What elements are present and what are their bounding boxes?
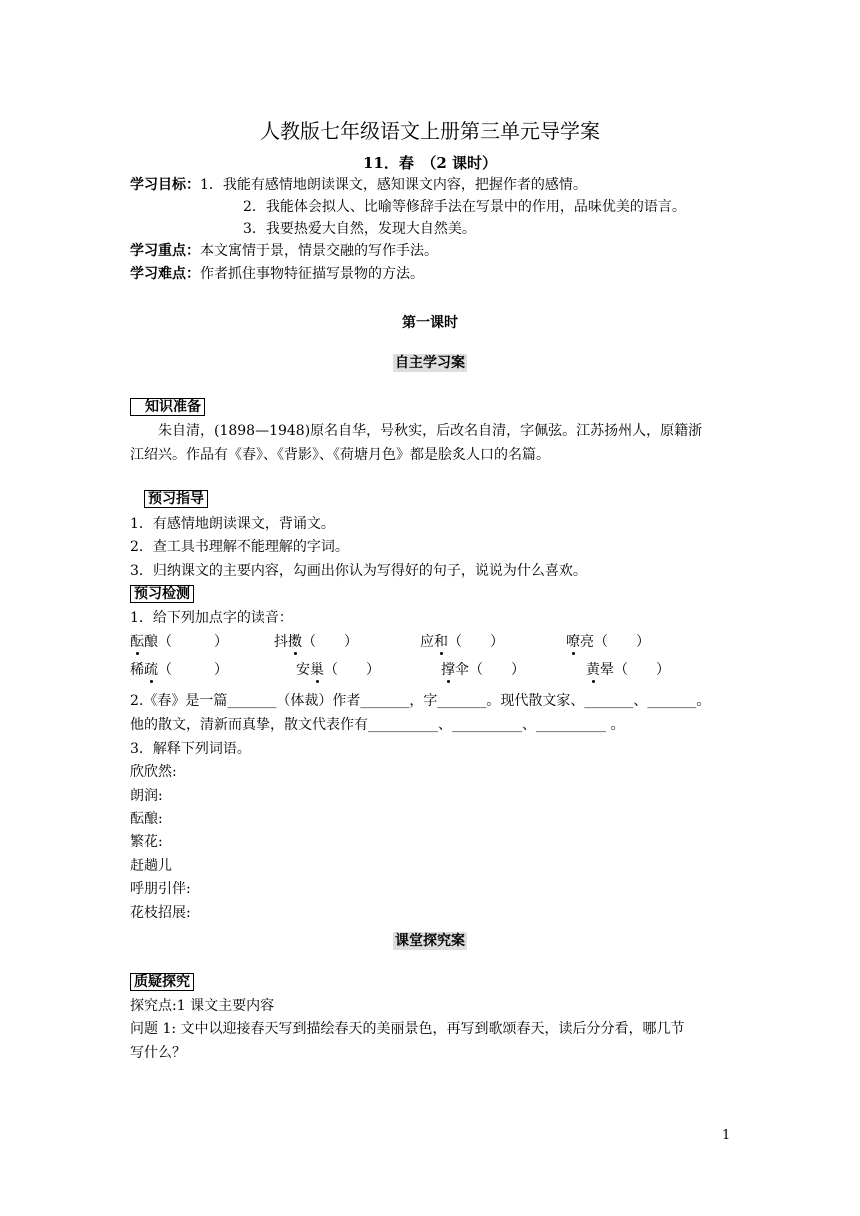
answer-blank: （ ）	[158, 662, 228, 678]
inquiry-question-line-1: 问题 1: 文中以迎接春天写到描绘春天的美丽景色，再写到歌颂春天，读后分分看，哪几节	[130, 1021, 685, 1037]
objective-2: 2．我能体会拟人、比喻等修辞手法在写景中的作用，品味优美的语言。	[243, 199, 686, 215]
inquiry-question-line-2: 写什么？	[130, 1045, 186, 1061]
preview-guide-label: 预习指导	[144, 490, 208, 508]
answer-blank: （ ）	[302, 634, 358, 650]
classroom-heading	[0, 930, 860, 950]
dotted-char: 擞	[288, 634, 302, 650]
objective-1: 1．我能有感情地朗读课文，感知课文内容，把握作者的感情。	[200, 177, 587, 193]
char-pre: 应	[420, 634, 434, 650]
answer-blank: （ ）	[448, 634, 504, 650]
term-item: 朗润:	[130, 788, 163, 804]
objective-3: 3．我要热爱大自然，发现大自然美。	[243, 221, 476, 237]
char-mid: 酿	[144, 634, 158, 650]
pinyin-item	[296, 660, 380, 680]
guide-item-3: 3．归纳课文的主要内容，勾画出你认为写得好的句子，说说为什么喜欢。	[130, 563, 587, 579]
difficult-point-text: 作者抓住事物特征描写景物的方法。	[200, 266, 424, 282]
answer-blank: （ ）	[324, 662, 380, 678]
self-study-label: 自主学习案	[395, 355, 465, 371]
inquiry-box	[130, 971, 194, 991]
char-mid: 晕	[600, 662, 614, 678]
term-item: 花枝招展:	[130, 905, 191, 921]
char-pre: 抖	[274, 634, 288, 650]
pinyin-item	[274, 632, 358, 652]
objectives-label: 学习目标：	[130, 177, 200, 193]
dotted-char: 酝	[130, 634, 144, 650]
key-point-label: 学习重点：	[130, 243, 200, 259]
dotted-char: 撑	[441, 662, 455, 678]
page-title: 人教版七年级语文上册第三单元导学案	[260, 119, 600, 143]
preview-check-box	[130, 583, 194, 603]
inquiry-label: 质疑探究	[130, 973, 194, 991]
term-item: 繁花:	[130, 834, 163, 850]
check-question-1: 1．给下列加点字的读音：	[130, 610, 293, 626]
page-number: 1	[722, 1128, 731, 1143]
term-item: 赶趟儿	[130, 858, 172, 874]
dotted-char: 和	[434, 634, 448, 650]
guide-item-2: 2．查工具书理解不能理解的字词。	[130, 539, 349, 555]
key-point-text: 本文寓情于景，情景交融的写作手法。	[200, 243, 438, 259]
dotted-char: 疏	[144, 662, 158, 678]
answer-blank: （ ）	[594, 634, 650, 650]
inquiry-point: 探究点:1 课文主要内容	[130, 998, 275, 1014]
self-study-heading	[0, 352, 860, 372]
char-mid: 亮	[580, 634, 594, 650]
dotted-char: 嘹	[566, 634, 580, 650]
term-item: 欣欣然:	[130, 764, 177, 780]
guide-item-1: 1．有感情地朗读课文，背诵文。	[130, 516, 335, 532]
answer-blank: （ ）	[469, 662, 525, 678]
answer-blank: （ ）	[614, 662, 670, 678]
pinyin-item	[130, 660, 228, 680]
pinyin-item	[441, 660, 525, 680]
char-pre: 安	[296, 662, 310, 678]
char-pre: 稀	[130, 662, 144, 678]
pinyin-item	[130, 632, 228, 652]
classroom-label: 课堂探究案	[395, 933, 465, 949]
knowledge-box	[130, 396, 205, 416]
term-item: 呼朋引伴:	[130, 881, 191, 897]
knowledge-label: 知识准备	[130, 398, 205, 416]
pinyin-item	[566, 632, 650, 652]
objectives-line-1	[130, 175, 587, 195]
preview-guide-box	[144, 488, 208, 508]
difficult-point-label: 学习难点：	[130, 266, 200, 282]
lesson-subtitle: 11．春 （2 课时）	[362, 154, 498, 172]
preview-check-label: 预习检测	[130, 585, 194, 603]
answer-blank: （ ）	[158, 634, 228, 650]
check-question-3: 3．解释下列词语。	[130, 741, 251, 757]
dotted-char: 黄	[586, 662, 600, 678]
key-point	[130, 241, 438, 261]
difficult-point	[130, 264, 424, 284]
char-mid: 伞	[455, 662, 469, 678]
term-item: 酝酿:	[130, 811, 163, 827]
check-question-2-line-1: 2.《春》是一篇_______（体裁）作者_______，字_______。现代散文家、_______、_______。	[130, 693, 711, 709]
knowledge-line-2: 江绍兴。作品有《春》、《背影》、《荷塘月色》都是脍炙人口的名篇。	[130, 447, 550, 463]
knowledge-line-1: 朱自清，(1898—1948)原名自华，号秋实，后改名自清，字佩弦。江苏扬州人，原籍浙	[158, 423, 703, 439]
pinyin-item	[420, 632, 504, 652]
lesson1-heading: 第一课时	[402, 315, 458, 331]
dotted-char: 巢	[310, 662, 324, 678]
check-question-2-line-2: 他的散文，清新而真挚，散文代表作有__________、__________、__________ 。	[130, 717, 625, 733]
pinyin-item	[586, 660, 670, 680]
